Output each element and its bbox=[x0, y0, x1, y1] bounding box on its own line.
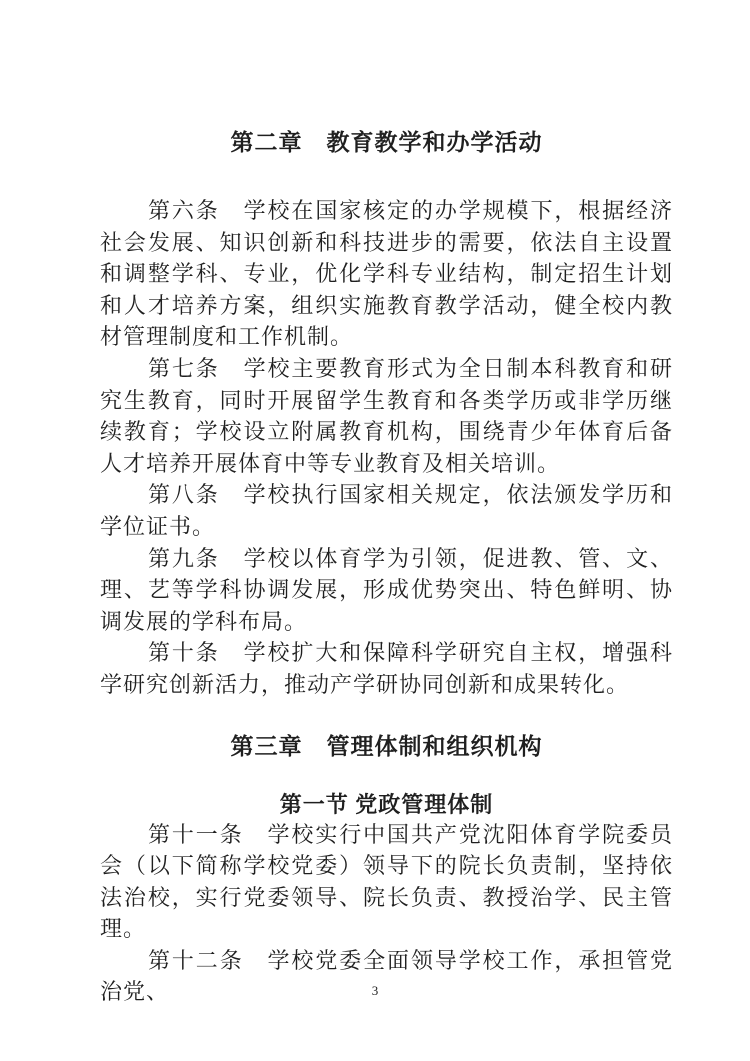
chapter-3-heading: 第三章 管理体制和组织机构 bbox=[230, 733, 543, 759]
chapter-2-heading: 第二章 教育教学和办学活动 bbox=[230, 130, 543, 155]
chapter-2-articles bbox=[100, 195, 673, 701]
article-7-paragraph: 第七条 学校主要教育形式为全日制本科教育和研究生教育，同时开展留学生教育和各类学历或非学历继续教育；学校设立附属教育机构，围绕青少年体育后备人才培养开展体育中等专业教育及相关培训。 bbox=[100, 355, 673, 476]
article-12-paragraph: 第十二条 学校党委全面领导学校工作，承担管党治党、 bbox=[100, 947, 673, 1005]
article-9-paragraph: 第九条 学校以体育学为引领，促进教、管、文、理、艺等学科协调发展，形成优势突出、特色鲜明、协调发展的学科布局。 bbox=[100, 545, 673, 634]
article-10-paragraph: 第十条 学校扩大和保障科学研究自主权，增强科学研究创新活力，推动产学研协同创新和成果转化。 bbox=[100, 640, 673, 697]
article-11-paragraph: 第十一条 学校实行中国共产党沈阳体育学院委员会（以下简称学校党委）领导下的院长负责制，坚持依法治校，实行党委领导、院长负责、教授治学、民主管理。 bbox=[100, 821, 673, 942]
article-8-paragraph: 第八条 学校执行国家相关规定，依法颁发学历和学位证书。 bbox=[100, 482, 673, 539]
page-number: 3 bbox=[371, 983, 379, 998]
article-6-paragraph: 第六条 学校在国家核定的办学规模下，根据经济社会发展、知识创新和科技进步的需要，依法自主设置和调整学科、专业，优化学科专业结构，制定招生计划和人才培养方案，组织实施教育教学活动，健全校内教材管理制度和工作机制。 bbox=[100, 198, 673, 350]
section-1-heading: 第一节 党政管理体制 bbox=[279, 791, 494, 817]
chapter-3-articles bbox=[100, 819, 673, 1009]
